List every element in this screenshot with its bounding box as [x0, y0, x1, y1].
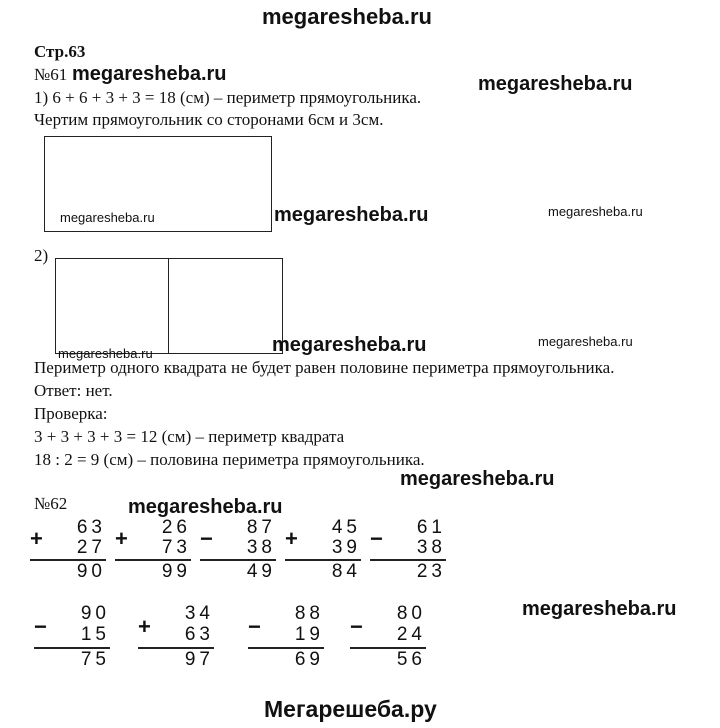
column-calc	[370, 518, 446, 580]
operand-top: 26	[161, 517, 191, 538]
task-61-label-2: 2)	[34, 246, 49, 265]
column-calc	[350, 604, 426, 668]
column-calc	[30, 518, 106, 580]
operand-top: 61	[416, 517, 446, 538]
result: 75	[80, 649, 110, 670]
operand-bottom: 73	[161, 537, 191, 558]
operand-bottom: 39	[331, 537, 361, 558]
operand-top: 63	[76, 517, 106, 538]
operation-sign: +	[285, 526, 298, 551]
column-calc	[34, 604, 110, 668]
operand-top: 90	[80, 603, 110, 624]
task-61-line-1: 1) 6 + 6 + 3 + 3 = 18 (см) – периметр прямоугольника.	[34, 88, 422, 107]
page-title: Стр.63	[34, 42, 86, 61]
result: 90	[76, 561, 106, 582]
column-calc	[115, 518, 191, 580]
operand-bottom: 27	[76, 537, 106, 558]
watermark-small: megaresheba.ru	[548, 204, 643, 219]
result: 69	[294, 649, 324, 670]
watermark-small: megaresheba.ru	[538, 334, 633, 349]
task-61-line-3: Периметр одного квадрата не будет равен половине периметра прямоугольника.	[34, 358, 615, 377]
result: 49	[246, 561, 276, 582]
watermark-inline: megaresheba.ru	[274, 204, 429, 226]
operand-bottom: 19	[294, 624, 324, 645]
task-61-number: №61	[34, 65, 68, 84]
operand-top: 80	[396, 603, 426, 624]
operation-sign: −	[248, 614, 261, 639]
operand-bottom: 63	[184, 624, 214, 645]
watermark-small: megaresheba.ru	[60, 210, 155, 225]
watermark-bottom: Мегарешеба.ру	[264, 696, 437, 722]
operand-top: 87	[246, 517, 276, 538]
operation-sign: +	[30, 526, 43, 551]
watermark-inline: megaresheba.ru	[72, 63, 227, 85]
operand-top: 34	[184, 603, 214, 624]
watermark-inline: megaresheba.ru	[128, 496, 283, 518]
task-61-line-5: Проверка:	[34, 404, 108, 423]
operand-bottom: 15	[80, 624, 110, 645]
operand-bottom: 24	[396, 624, 426, 645]
column-calc	[138, 604, 214, 668]
column-calc	[248, 604, 324, 668]
watermark-small: megaresheba.ru	[58, 346, 153, 361]
watermark-inline: megaresheba.ru	[522, 598, 677, 620]
task-62-number: №62	[34, 494, 68, 513]
square-left-drawing	[55, 258, 169, 354]
task-61-line-4: Ответ: нет.	[34, 381, 113, 400]
operand-bottom: 38	[246, 537, 276, 558]
result: 99	[161, 561, 191, 582]
operation-sign: −	[370, 526, 383, 551]
operation-sign: +	[115, 526, 128, 551]
operation-sign: −	[34, 614, 47, 639]
column-calc	[200, 518, 276, 580]
result: 56	[396, 649, 426, 670]
result: 23	[416, 561, 446, 582]
task-61-line-6: 3 + 3 + 3 + 3 = 12 (см) – периметр квадрата	[34, 427, 345, 446]
watermark-top: megaresheba.ru	[262, 4, 432, 29]
operand-bottom: 38	[416, 537, 446, 558]
task-61-line-2: Чертим прямоугольник со сторонами 6см и 3см.	[34, 110, 384, 129]
watermark-inline: megaresheba.ru	[400, 468, 555, 490]
operand-top: 88	[294, 603, 324, 624]
result: 97	[184, 649, 214, 670]
watermark-inline: megaresheba.ru	[478, 73, 633, 95]
square-right-drawing	[168, 258, 283, 354]
operand-top: 45	[331, 517, 361, 538]
task-61-line-7: 18 : 2 = 9 (см) – половина периметра прямоугольника.	[34, 450, 425, 469]
operation-sign: −	[200, 526, 213, 551]
operation-sign: +	[138, 614, 151, 639]
operation-sign: −	[350, 614, 363, 639]
watermark-inline: megaresheba.ru	[272, 334, 427, 356]
result: 84	[331, 561, 361, 582]
column-calc	[285, 518, 361, 580]
